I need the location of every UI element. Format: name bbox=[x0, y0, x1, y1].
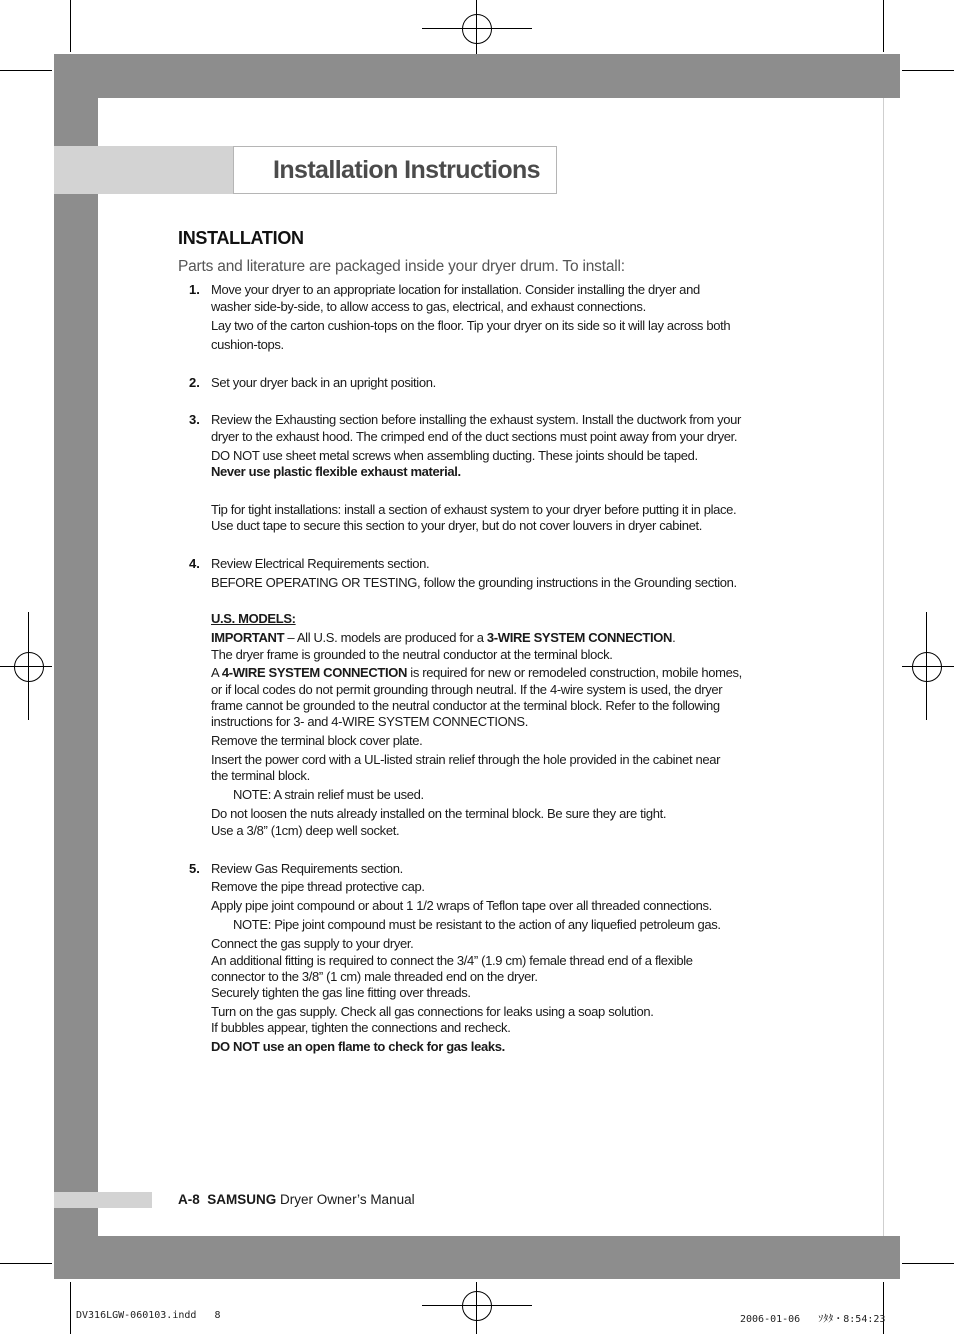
slug-filename: DV316LGW-060103.indd 8 bbox=[76, 1310, 221, 1321]
step-line: Move your dryer to an appropriate location for installation. Consider installing the dryer and bbox=[211, 282, 700, 297]
step-line: instructions for 3- and 4-WIRE SYSTEM CONNECTIONS. bbox=[211, 714, 528, 729]
step-number: 5. bbox=[189, 861, 200, 876]
step-line: Remove the pipe thread protective cap. bbox=[211, 879, 425, 894]
inline-emphasis: 3-WIRE SYSTEM CONNECTION bbox=[486, 630, 673, 645]
step-line-important bbox=[211, 630, 675, 646]
page-footer bbox=[178, 1192, 415, 1207]
page-number: A-8 bbox=[178, 1192, 200, 1207]
step-line: Review Electrical Requirements section. bbox=[211, 556, 430, 571]
step-line: Review the Exhausting section before installing the exhaust system. Install the ductwork from your bbox=[211, 412, 742, 427]
step-line: BEFORE OPERATING OR TESTING, follow the grounding instructions in the Grounding section. bbox=[211, 575, 737, 590]
step-line: Use a 3/8” (1cm) deep well socket. bbox=[211, 823, 400, 838]
step-number: 3. bbox=[189, 412, 200, 427]
manual-name: Dryer Owner’s Manual bbox=[276, 1192, 415, 1207]
inline-text: is required for new or remodeled construction, mobile homes, bbox=[407, 665, 742, 680]
step-line: or if local codes do not permit grounding through neutral. If the 4-wire system is used, the dryer bbox=[211, 682, 723, 697]
step-line: Remove the terminal block cover plate. bbox=[211, 733, 423, 748]
step-line: Connect the gas supply to your dryer. bbox=[211, 936, 414, 951]
page-title-box bbox=[233, 146, 557, 194]
step-line: Use duct tape to secure this section to your dryer, but do not cover louvers in dryer cabinet. bbox=[211, 518, 702, 533]
step-number: 4. bbox=[189, 556, 200, 571]
inline-text: A bbox=[211, 665, 222, 680]
warning-text: Never use plastic flexible exhaust material. bbox=[211, 464, 461, 479]
inline-emphasis: 4-WIRE SYSTEM CONNECTION bbox=[221, 665, 408, 680]
note-text: NOTE: A strain relief must be used. bbox=[233, 787, 424, 802]
step-line: An additional fitting is required to connect the 3/4” (1.9 cm) female thread end of a flexible bbox=[211, 953, 693, 968]
step-line: Review Gas Requirements section. bbox=[211, 861, 403, 876]
frame-bottom bbox=[54, 1236, 900, 1279]
frame-right-line bbox=[883, 98, 884, 1236]
step-number: 1. bbox=[189, 282, 200, 297]
title-bar-band bbox=[54, 146, 234, 194]
step-line: Apply pipe joint compound or about 1 1/2 wraps of Teflon tape over all threaded connections. bbox=[211, 898, 712, 913]
section-intro: Parts and literature are packaged inside your dryer drum. To install: bbox=[178, 258, 625, 275]
step-line: the terminal block. bbox=[211, 768, 310, 783]
step-line: dryer to the exhaust hood. The crimped end of the duct sections must point away from your dryer. bbox=[211, 429, 738, 444]
step-line: The dryer frame is grounded to the neutral conductor at the terminal block. bbox=[211, 647, 613, 662]
warning-text: DO NOT use an open flame to check for gas leaks. bbox=[211, 1039, 505, 1054]
step-line: Securely tighten the gas line fitting over threads. bbox=[211, 985, 471, 1000]
step-line: washer side-by-side, to allow access to gas, electrical, and exhaust connections. bbox=[211, 299, 646, 314]
step-line: cushion-tops. bbox=[211, 337, 284, 352]
step-line: Do not loosen the nuts already installed on the terminal block. Be sure they are tight. bbox=[211, 806, 667, 821]
slug-timestamp: 2006-01-06 ｿﾀﾀ・8:54:23 bbox=[740, 1314, 886, 1325]
step-line: Insert the power cord with a UL-listed strain relief through the hole provided in the cabinet near bbox=[211, 752, 721, 767]
frame-top bbox=[54, 54, 900, 98]
subheading-us-models: U.S. MODELS: bbox=[211, 611, 296, 626]
section-heading: INSTALLATION bbox=[178, 228, 304, 248]
note-text: NOTE: Pipe joint compound must be resistant to the action of any liquefied petroleum gas. bbox=[233, 917, 721, 932]
inline-text: – All U.S. models are produced for a bbox=[284, 630, 487, 645]
step-line: Tip for tight installations: install a section of exhaust system to your dryer before putting it in place. bbox=[211, 502, 737, 517]
page-title: Installation Instructions bbox=[273, 156, 540, 184]
step-line-4wire bbox=[211, 665, 742, 681]
step-number: 2. bbox=[189, 375, 200, 390]
brand-name: SAMSUNG bbox=[207, 1192, 277, 1207]
step-line: frame cannot be grounded to the neutral conductor at the terminal block. Refer to the following bbox=[211, 698, 720, 713]
step-line: Turn on the gas supply. Check all gas connections for leaks using a soap solution. bbox=[211, 1004, 654, 1019]
step-line: Set your dryer back in an upright position. bbox=[211, 375, 436, 390]
step-line: Lay two of the carton cushion-tops on the floor. Tip your dryer on its side so it will lay across both bbox=[211, 318, 731, 333]
step-line: If bubbles appear, tighten the connections and recheck. bbox=[211, 1020, 511, 1035]
footer-tab bbox=[54, 1192, 152, 1208]
important-label: IMPORTANT bbox=[211, 630, 285, 645]
inline-text: . bbox=[672, 630, 676, 645]
step-line: DO NOT use sheet metal screws when assembling ducting. These joints should be taped. bbox=[211, 448, 698, 463]
frame-left bbox=[54, 54, 98, 1279]
step-line: connector to the 3/8” (1 cm) male threaded end on the dryer. bbox=[211, 969, 538, 984]
